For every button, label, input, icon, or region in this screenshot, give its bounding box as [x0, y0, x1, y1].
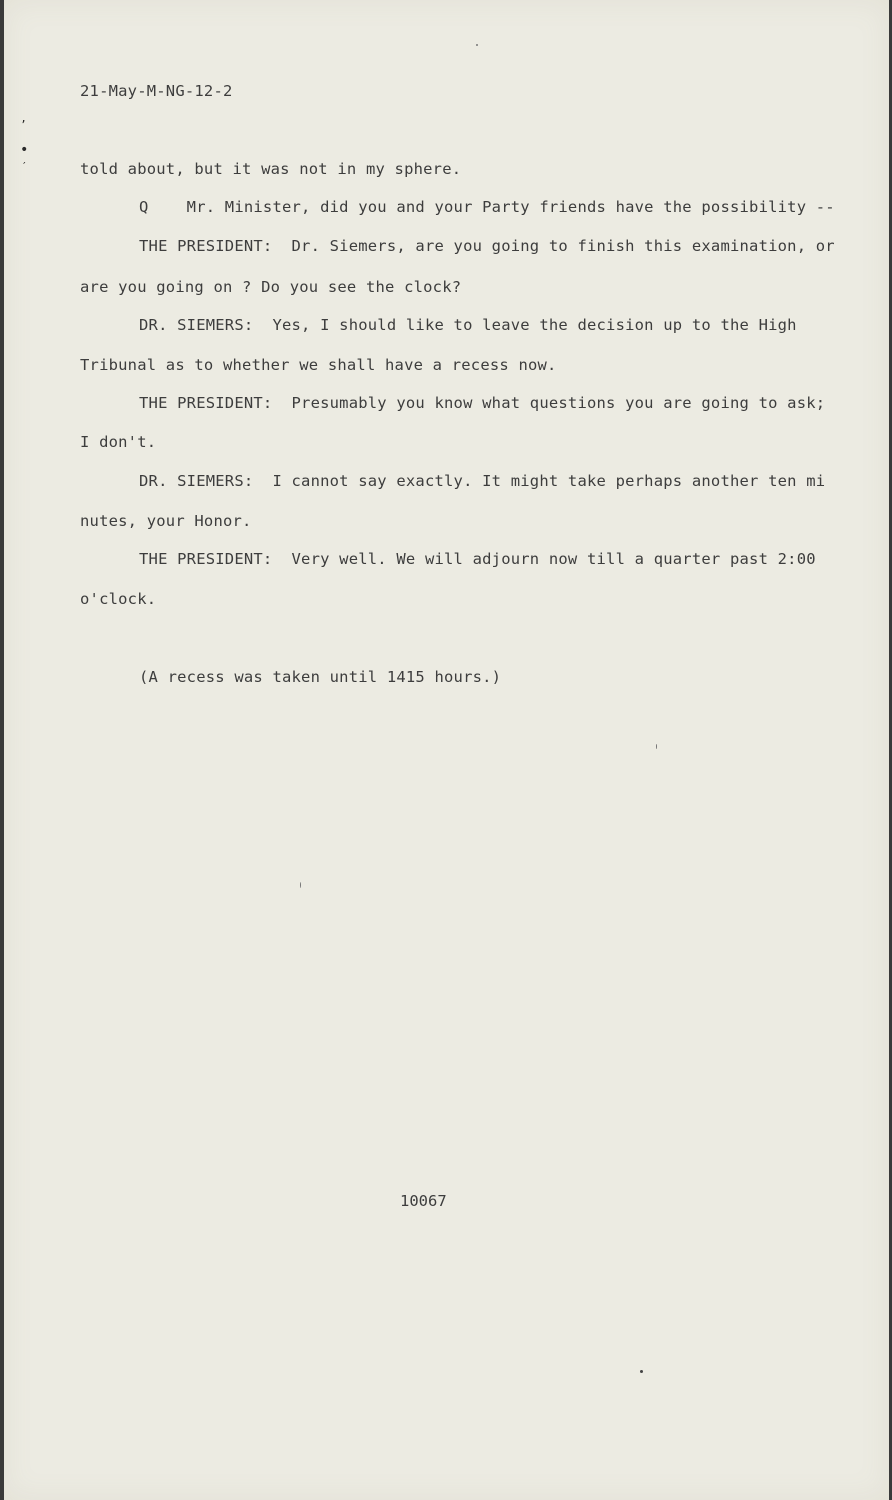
transcript-line: THE PRESIDENT: Presumably you know what questions you are going to ask; [139, 394, 826, 412]
paper-speck [656, 744, 657, 749]
transcript-line: nutes, your Honor. [80, 512, 252, 530]
paper-speck [640, 1370, 643, 1373]
margin-mark: • [20, 142, 29, 158]
transcript-line: told about, but it was not in my sphere. [80, 160, 462, 178]
header-reference: 21-May-M-NG-12-2 [80, 82, 233, 100]
margin-mark: ’ [20, 118, 27, 131]
transcript-line: THE PRESIDENT: Very well. We will adjourn now till a quarter past 2:00 [139, 550, 816, 568]
transcript-line: are you going on ? Do you see the clock? [80, 278, 462, 296]
transcript-line: DR. SIEMERS: Yes, I should like to leave the decision up to the High [139, 316, 797, 334]
document-page [4, 0, 889, 1500]
paper-speck [476, 44, 478, 46]
recess-note: (A recess was taken until 1415 hours.) [139, 668, 502, 686]
transcript-line: Tribunal as to whether we shall have a recess now. [80, 356, 557, 374]
margin-mark: ′ [21, 160, 28, 173]
page-number: 10067 [400, 1192, 447, 1210]
transcript-line: DR. SIEMERS: I cannot say exactly. It might take perhaps another ten mi [139, 472, 826, 490]
transcript-line: o'clock. [80, 590, 157, 608]
transcript-line: THE PRESIDENT: Dr. Siemers, are you going to finish this examination, or [139, 237, 835, 255]
paper-speck [300, 882, 301, 888]
transcript-line: Q Mr. Minister, did you and your Party friends have the possibility -- [139, 198, 835, 216]
transcript-line: I don't. [80, 433, 157, 451]
